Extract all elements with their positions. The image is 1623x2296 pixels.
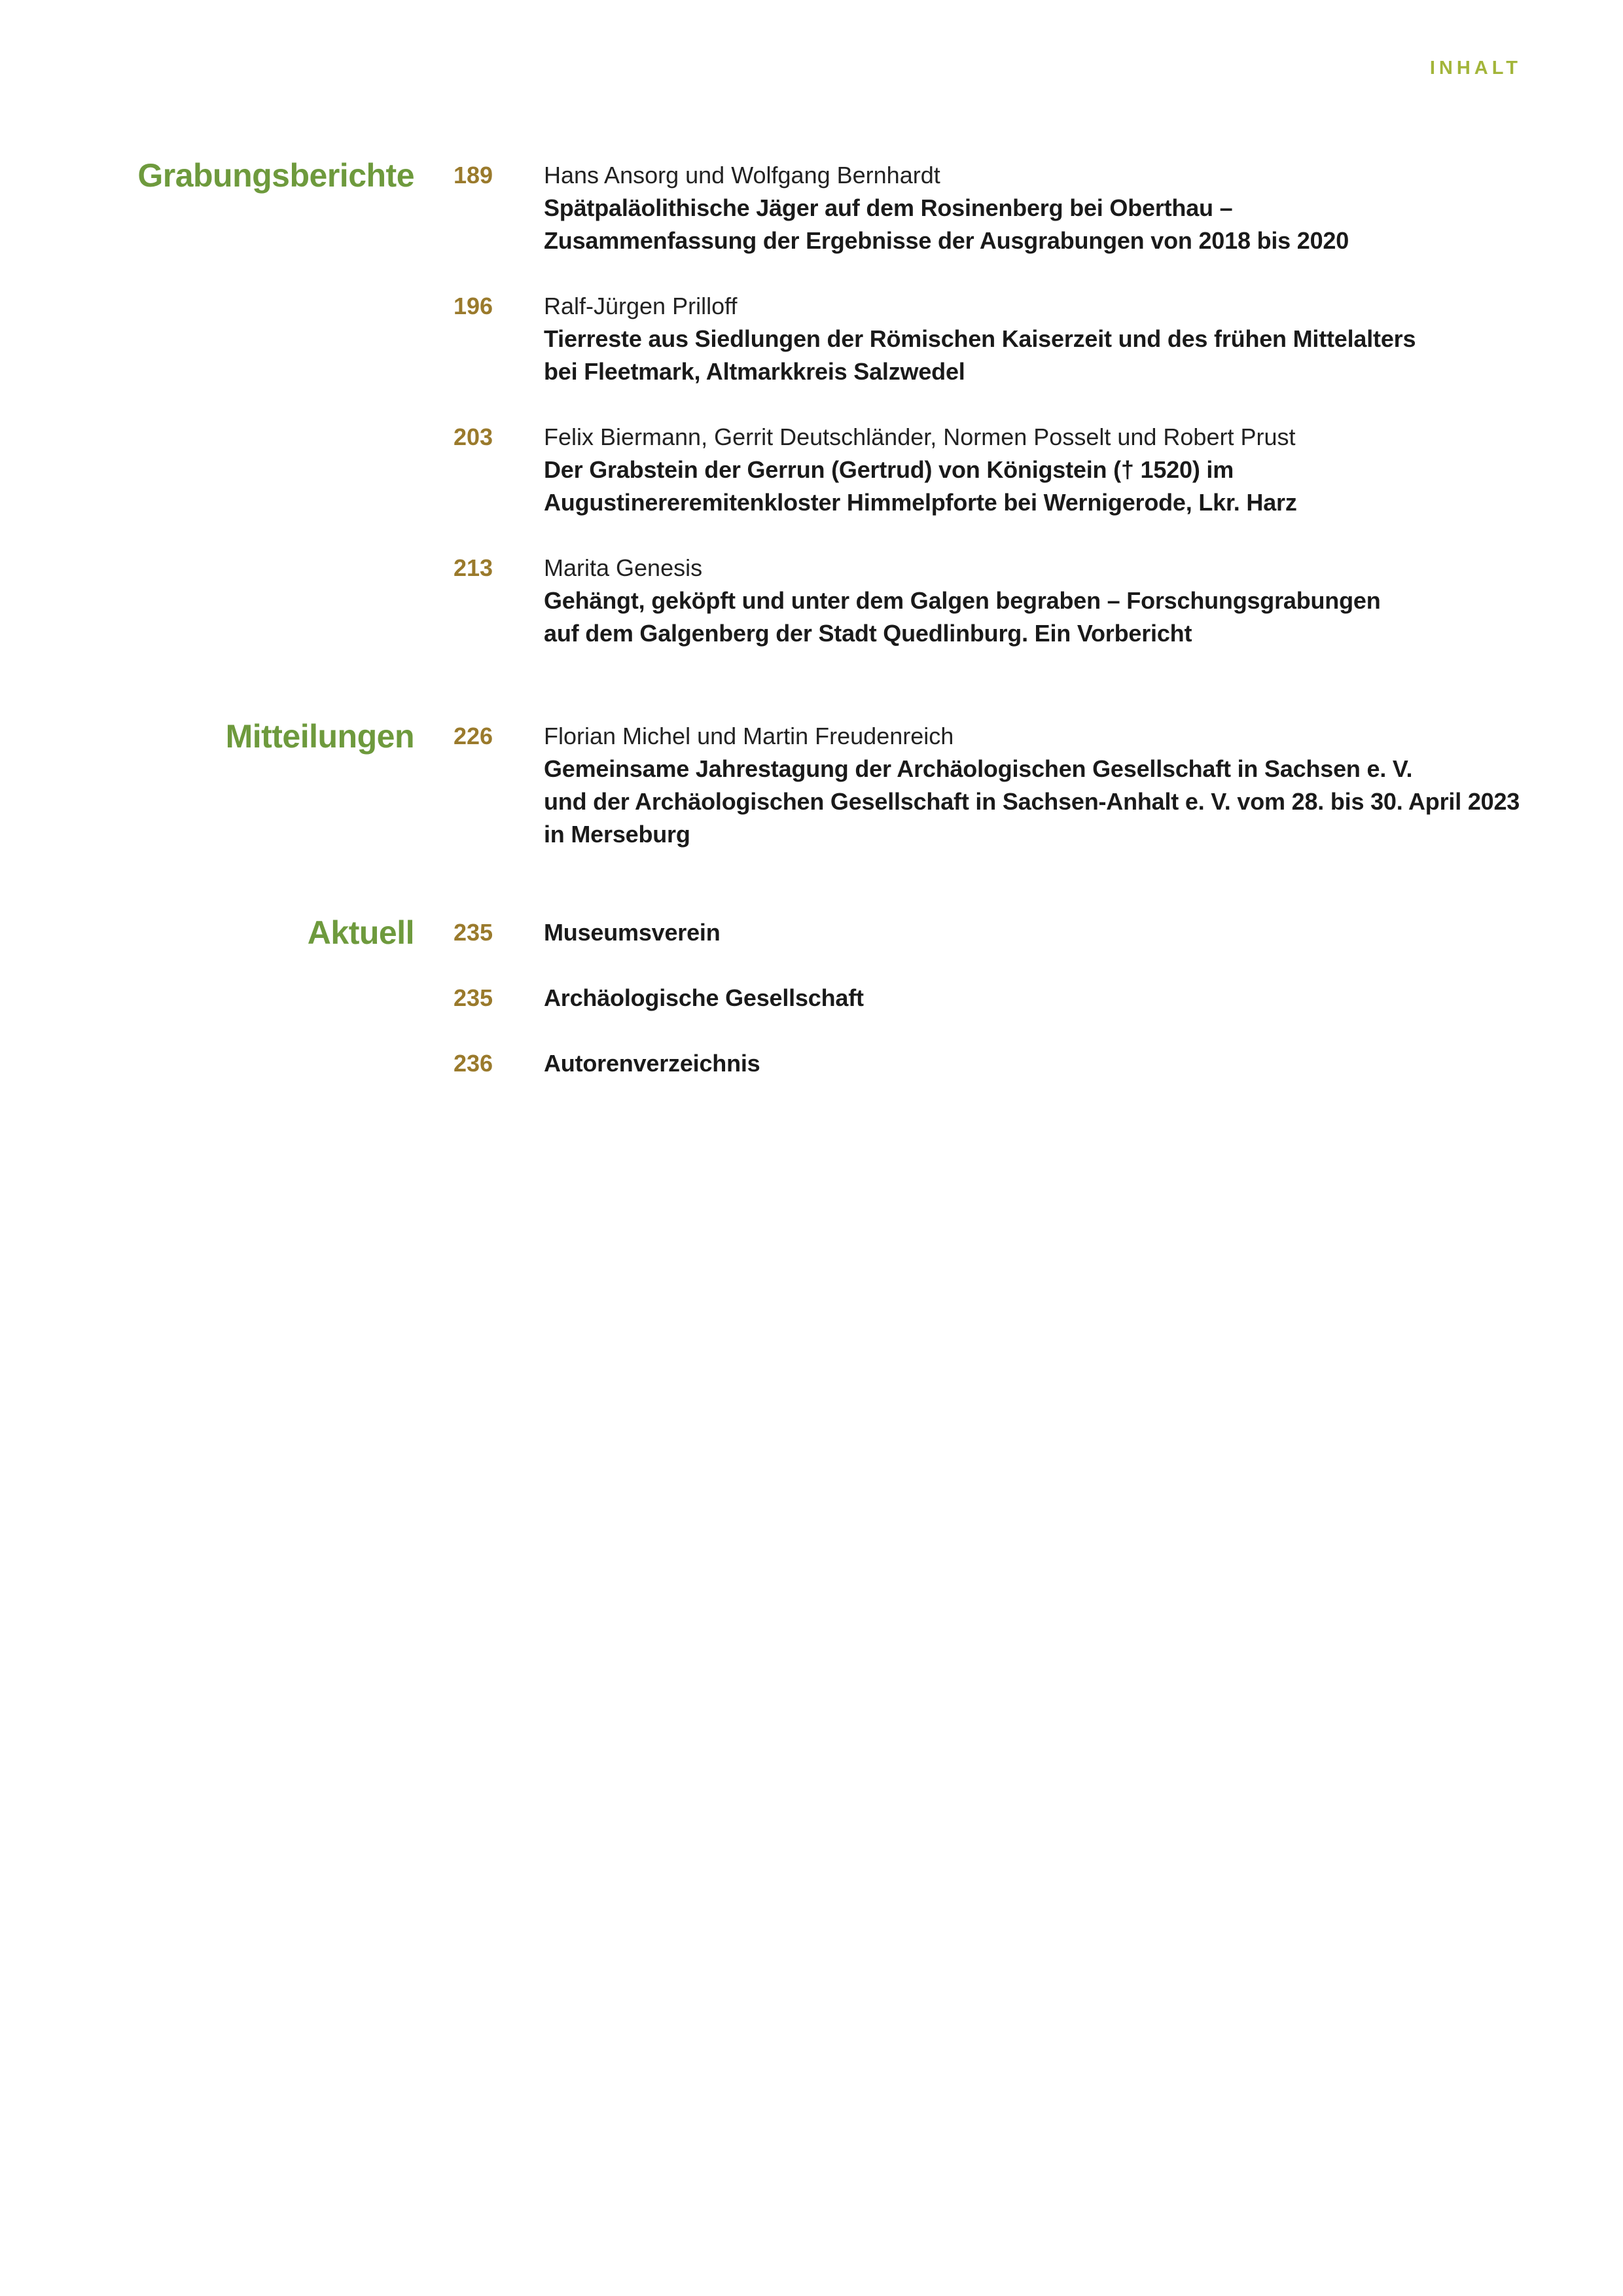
page-header-label: INHALT — [1429, 58, 1522, 79]
entry-title-line: Gehängt, geköpft und unter dem Galgen begraben – Forschungsgrabungen — [544, 587, 1381, 614]
entry-title-line: auf dem Galgenberg der Stadt Quedlinburg. Ein Vorbericht — [544, 620, 1192, 647]
entry-title-line: Autorenverzeichnis — [544, 1050, 760, 1077]
entry-title-line: Augustinereremitenkloster Himmelpforte bei Wernigerode, Lkr. Harz — [544, 489, 1297, 516]
entry-authors: Hans Ansorg und Wolfgang Bernhardt — [544, 162, 940, 188]
entry-title-line: Museumsverein — [544, 919, 721, 946]
section-title: Grabungsberichte — [137, 157, 414, 194]
page-number: 189 — [454, 162, 493, 188]
page-number: 203 — [454, 423, 493, 450]
entry-title-line: bei Fleetmark, Altmarkkreis Salzwedel — [544, 358, 965, 385]
entry-authors: Florian Michel und Martin Freudenreich — [544, 723, 954, 749]
entry-title-line: Gemeinsame Jahrestagung der Archäologischen Gesellschaft in Sachsen e. V. — [544, 755, 1413, 782]
page-number: 213 — [454, 554, 493, 581]
entry-title-line: Tierreste aus Siedlungen der Römischen Kaiserzeit und des frühen Mittelalters — [544, 325, 1416, 352]
entry-title-line: Zusammenfassung der Ergebnisse der Ausgrabungen von 2018 bis 2020 — [544, 227, 1349, 254]
entry-authors: Marita Genesis — [544, 554, 703, 581]
section-title: Mitteilungen — [225, 718, 414, 755]
page-number: 235 — [454, 984, 493, 1011]
page-number: 226 — [454, 723, 493, 749]
entry-title-line: Archäologische Gesellschaft — [544, 984, 864, 1011]
entry-authors: Felix Biermann, Gerrit Deutschländer, Normen Posselt und Robert Prust — [544, 423, 1296, 450]
page-number: 196 — [454, 293, 493, 319]
entry-title-line: und der Archäologischen Gesellschaft in Sachsen-Anhalt e. V. vom 28. bis 30. April 2023 — [544, 788, 1520, 815]
entry-title-line: Der Grabstein der Gerrun (Gertrud) von Königstein († 1520) im — [544, 456, 1234, 483]
entry-title-line: Spätpaläolithische Jäger auf dem Rosinenberg bei Oberthau – — [544, 194, 1233, 221]
entry-authors: Ralf-Jürgen Prilloff — [544, 293, 738, 319]
page-number: 236 — [454, 1050, 493, 1077]
page-number: 235 — [454, 919, 493, 946]
entry-title-line: in Merseburg — [544, 821, 690, 848]
section-title: Aktuell — [307, 914, 414, 951]
